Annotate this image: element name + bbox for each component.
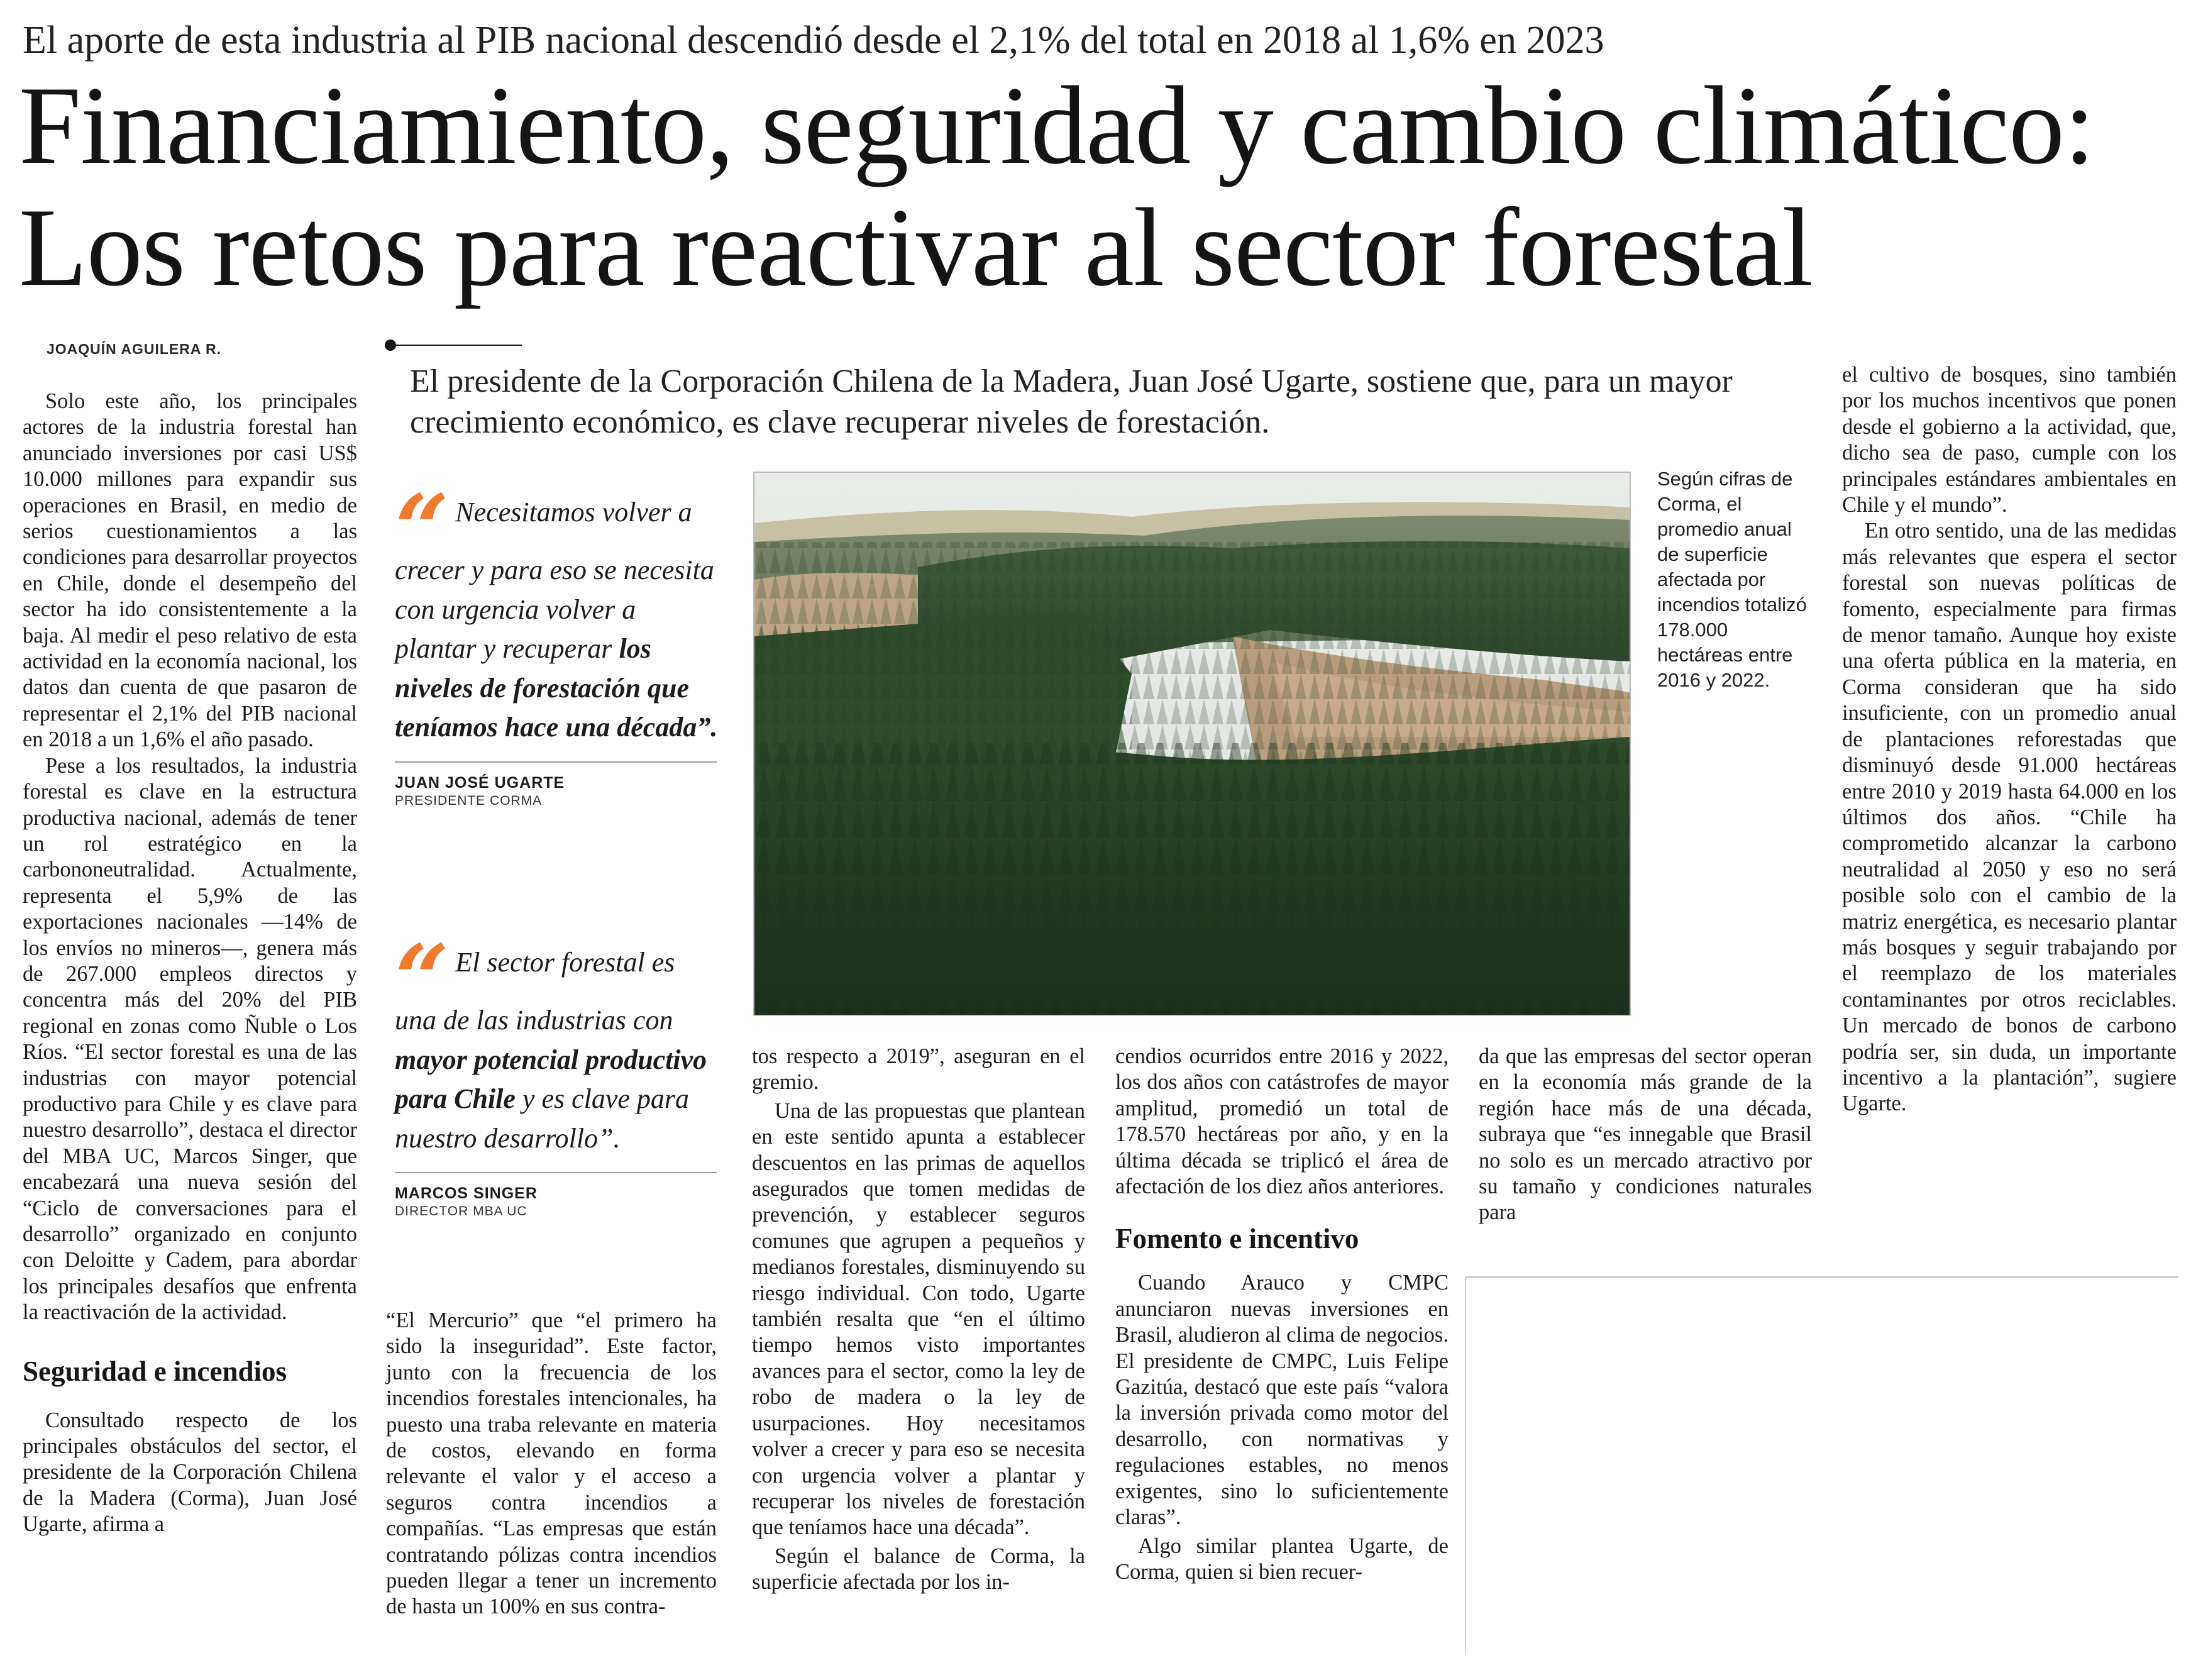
column-4 (1115, 1044, 1449, 1585)
paragraph: Según el balance de Corma, la superficie afectada por los in- (752, 1544, 1085, 1594)
column-1 (23, 389, 357, 1538)
paragraph: Una de las propuestas que plantean en este sentido apunta a establecer descuentos en las primas de aquellos asegurados que tomen medidas de prevención, y establecer seguros comunes que agrupen a pequeños y medianos forestales, disminuyendo su riesgo individual. Con todo, Ugarte también resalta que “en el último tiempo hemos visto importantes avances para el sector, como la ley de robo de madera o la ley de usurpaciones. Hoy necesitamos volver a crecer y para eso se necesita con urgencia volver a plantar y recuperar los niveles de forestación que teníamos hace una década”. (752, 1098, 1085, 1540)
quote-emphasis: los niveles de forestación que teníamos hace una década (395, 633, 697, 743)
headline-line-1: Financiamiento, seguridad y cambio climático: (19, 63, 2095, 187)
headline-line-2: Los retos para reactivar al sector forestal (19, 185, 1813, 309)
deck: El presidente de la Corporación Chilena de la Madera, Juan José Ugarte, sostiene que, para un mayor crecimiento económico, es clave recuperar niveles de forestación. (410, 363, 1733, 440)
subhead-seguridad: Seguridad e incendios (23, 1355, 287, 1387)
paragraph: el cultivo de bosques, sino también por los muchos incentivos que ponen desde el gobierno a la actividad, que, dicho sea de paso, cumple con los principales estándares ambientales en Chile y el mundo”. (1842, 363, 2177, 517)
column-2 (386, 1308, 717, 1620)
byline: JOAQUÍN AGUILERA R. (47, 341, 221, 357)
forest-photo (753, 472, 1631, 1016)
pull-quote-text: “ Necesitamos volver a crecer y para eso se necesita con urgencia volver a plantar y recuperar los niveles de forestación que teníamos hace una década”. (395, 474, 718, 743)
quote-author-role: PRESIDENTE CORMA (395, 793, 543, 808)
forest-photo-image (754, 473, 1630, 1015)
box-top-rule (1465, 1276, 2178, 1278)
quote-author-name: MARCOS SINGER (395, 1185, 538, 1202)
box-left-rule (1465, 1276, 1466, 1654)
paragraph: Consultado respecto de los principales obstáculos del sector, el presidente de la Corporación Chilena de la Madera (Corma), Juan José Ugarte, afirma a (23, 1408, 357, 1537)
quote-divider (395, 1172, 717, 1173)
quote-mark-icon: “ (395, 924, 450, 1035)
paragraph: Pese a los resultados, la industria forestal es clave en la estructura productiva nacional, además de tener un rol estratégico en la carbononeutralidad. Actualmente, representa el 5,9% de las exportaciones nacionales —14% de los envíos no mineros—, genera más de 267.000 empleos directos y concentra más del 20% del PIB regional en zonas como Ñuble o Los Ríos. “El sector forestal es una de las industrias con mayor potencial productivo para Chile y es clave para nuestro desarrollo”, destaca el director del MBA UC, Marcos Singer, que encabezará una nueva sesión del “Ciclo de conversaciones para el desarrollo” organizado en conjunto con Deloitte y Cadem, para abordar los principales desafíos que enfrenta la reactivación de la actividad. (23, 753, 357, 1325)
paragraph: Cuando Arauco y CMPC anunciaron nuevas inversiones en Brasil, aludieron al clima de negocios. El presidente de CMPC, Luis Felipe Gazitúa, destacó que este país “valora la inversión privada como motor del desarrollo, con normativas y regulaciones estables, no menos exigentes, sino lo suficientemente claras”. (1115, 1271, 1449, 1530)
pull-quote-1 (395, 474, 722, 809)
kicker: El aporte de esta industria al PIB nacional descendió desde el 2,1% del total en 2018 al 1,6% en 2023 (23, 19, 1604, 62)
paragraph: cendios ocurridos entre 2016 y 2022, los dos años con catástrofes de mayor amplitud, promedió un total de 178.570 hectáreas por año, y en la última década se triplicó el área de afectación de los diez años anteriores. (1115, 1044, 1449, 1199)
quote-mark-icon: “ (395, 474, 450, 585)
paragraph: Algo similar plantea Ugarte, de Corma, quien si bien recuer- (1115, 1534, 1449, 1584)
column-5 (1479, 1044, 1812, 1226)
column-3 (752, 1044, 1085, 1596)
deck-bullet-line (390, 345, 522, 346)
paragraph: “El Mercurio” que “el primero ha sido la inseguridad”. Este factor, junto con la frecuencia de los incendios forestales intencionales, ha puesto una traba relevante en materia de costos, elevando en forma relevante el valor y el acceso a seguros contra incendios a compañías. “Las empresas que están contratando pólizas contra incendios pueden llegar a tener un incremento de hasta un 100% en sus contra- (386, 1308, 717, 1619)
pull-quote-text: “ El sector forestal es una de las industrias con mayor potencial productivo para Chile y es clave para nuestro desarrollo”. (395, 924, 707, 1154)
pull-quote-2 (395, 924, 722, 1219)
headline (19, 64, 2194, 308)
photo-caption: Según cifras de Corma, el promedio anual de superficie afectada por incendios totalizó 178.000 hectáreas entre 2016 y 2022. (1657, 468, 1807, 691)
subhead-fomento: Fomento e incentivo (1115, 1223, 1359, 1255)
quote-emphasis: mayor potencial productivo para Chile (395, 1044, 707, 1114)
quote-divider (395, 761, 717, 763)
paragraph: En otro sentido, una de las medidas más relevantes que espera el sector forestal son nuevas políticas de fomento, especialmente para firmas de menor tamaño. Aunque hoy existe una oferta pública en la materia, en Corma consideran que ha sido insuficiente, con un promedio anual de plantaciones reforestadas que disminuyó desde 91.000 hectáreas entre 2010 y 2019 hasta 64.000 en los últimos dos años. “Chile ha comprometido alcanzar la carbono neutralidad al 2050 y eso no será posible solo con el cambio de la matriz energética, es necesario plantar más bosques y seguir trabajando por el reemplazo de los materiales contaminantes por otros reciclables. Un mercado de bonos de carbono podría ser, sin duda, un importante incentivo a la plantación”, sugiere Ugarte. (1842, 519, 2177, 1116)
quote-author-role: DIRECTOR MBA UC (395, 1204, 527, 1219)
paragraph: Solo este año, los principales actores de la industria forestal han anunciado inversiones por casi US$ 10.000 millones para expandir sus operaciones en Brasil, en medio de serios cuestionamientos a las condiciones para desarrollar proyectos en Chile, donde el desempeño del sector ha ido consistentemente a la baja. Al medir el peso relativo de esta actividad en la economía nacional, los datos dan cuenta de que pasaron de representar el 2,1% del PIB nacional en 2018 a un 1,6% el año pasado. (23, 389, 357, 752)
quote-author-name: JUAN JOSÉ UGARTE (395, 773, 565, 792)
column-6 (1842, 362, 2177, 1117)
paragraph: tos respecto a 2019”, aseguran en el gremio. (752, 1044, 1085, 1095)
paragraph: da que las empresas del sector operan en la economía más grande de la región hace más de una década, subraya que “es innegable que Brasil no solo es un mercado atractivo por su tamaño y condiciones naturales para (1479, 1044, 1812, 1225)
